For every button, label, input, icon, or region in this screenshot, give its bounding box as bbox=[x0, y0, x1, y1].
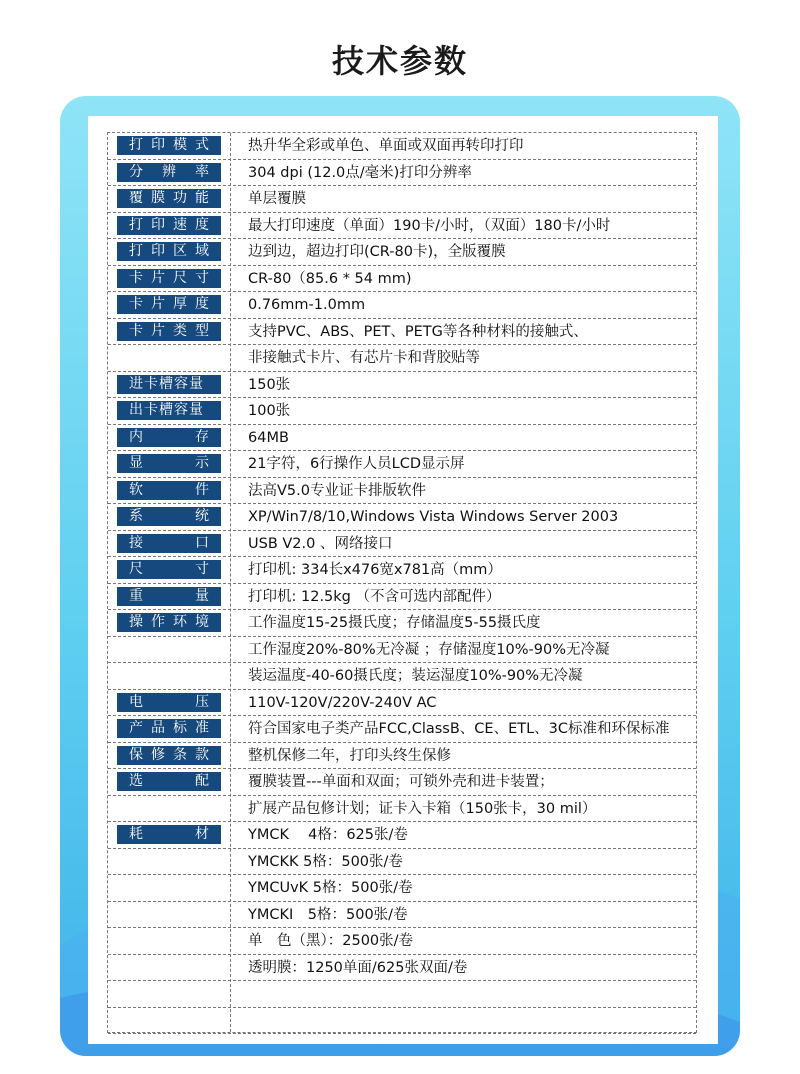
table-row bbox=[108, 928, 696, 955]
spec-label: 操作环境 bbox=[117, 613, 221, 632]
spec-label: 进卡槽容量 bbox=[117, 375, 221, 394]
spec-value: YMCKI 5格：500张/卷 bbox=[248, 906, 408, 923]
table-row bbox=[108, 849, 696, 876]
spec-label: 覆膜功能 bbox=[117, 189, 221, 208]
spec-value: 装运温度-40-60摄氏度；装运湿度10%-90%无冷凝 bbox=[248, 668, 583, 684]
spec-label: 电 压 bbox=[117, 693, 221, 712]
spec-label: 系 统 bbox=[117, 507, 221, 526]
table-row bbox=[108, 743, 696, 770]
table-row bbox=[108, 213, 696, 240]
spec-value: 工作温度15-25摄氏度；存储温度5-55摄氏度 bbox=[248, 615, 541, 631]
table-row bbox=[108, 796, 696, 823]
spec-label: 打印模式 bbox=[117, 136, 221, 155]
spec-label: 选 配 bbox=[117, 772, 221, 791]
table-row bbox=[108, 875, 696, 902]
spec-value: 整机保修二年，打印头终生保修 bbox=[248, 747, 451, 764]
spec-value: 支持PVC、ABS、PET、PETG等各种材料的接触式、 bbox=[248, 323, 588, 340]
spec-value: YMCK 4格：625张/卷 bbox=[248, 827, 408, 843]
spec-label: 出卡槽容量 bbox=[117, 401, 221, 420]
table-row bbox=[108, 584, 696, 611]
spec-value: YMCUvK 5格：500张/卷 bbox=[248, 880, 413, 896]
spec-label: 产品标准 bbox=[117, 719, 221, 738]
spec-label: 打印速度 bbox=[117, 216, 221, 235]
spec-value: 110V-120V/220V-240V AC bbox=[248, 694, 437, 711]
spec-value: YMCKK 5格：500张/卷 bbox=[248, 853, 403, 870]
table-row bbox=[108, 690, 696, 717]
table-row bbox=[108, 716, 696, 743]
spec-label: 显 示 bbox=[117, 454, 221, 473]
spec-label: 软 件 bbox=[117, 481, 221, 500]
spec-value: USB V2.0 、网络接口 bbox=[248, 535, 393, 552]
table-row bbox=[108, 1008, 696, 1035]
table-row bbox=[108, 981, 696, 1008]
spec-value: XP/Win7/8/10,Windows Vista Windows Server 2003 bbox=[248, 509, 619, 525]
spec-value: 单层覆膜 bbox=[248, 191, 306, 207]
spec-value: 扩展产品包修计划；证卡入卡箱（150张卡，30 mil） bbox=[248, 800, 597, 817]
spec-value: 打印机: 12.5kg （不含可选内部配件） bbox=[248, 588, 501, 605]
spec-label: 打印区域 bbox=[117, 242, 221, 261]
table-row bbox=[108, 531, 696, 558]
spec-value: 304 dpi (12.0点/毫米)打印分辨率 bbox=[248, 164, 472, 181]
table-row bbox=[108, 319, 696, 346]
spec-value: 边到边，超边打印(CR-80卡)，全版覆膜 bbox=[248, 244, 506, 260]
table-row bbox=[108, 372, 696, 399]
spec-table bbox=[107, 132, 697, 1033]
spec-value: 最大打印速度（单面）190卡/小时，（双面）180卡/小时 bbox=[248, 217, 611, 234]
spec-value: 单 色（黑）：2500张/卷 bbox=[248, 933, 414, 949]
table-row bbox=[108, 239, 696, 266]
spec-value: 0.76mm-1.0mm bbox=[248, 297, 366, 313]
table-row bbox=[108, 266, 696, 293]
spec-label: 接 口 bbox=[117, 534, 221, 553]
table-row bbox=[108, 955, 696, 982]
table-row bbox=[108, 902, 696, 929]
table-row bbox=[108, 345, 696, 372]
table-row bbox=[108, 186, 696, 213]
spec-value: 符合国家电子类产品FCC,ClassB、CE、ETL、3C标准和环保标准 bbox=[248, 721, 670, 737]
spec-value: 100张 bbox=[248, 403, 291, 419]
spec-value: 热升华全彩或单色、单面或双面再转印打印 bbox=[248, 138, 524, 154]
table-row bbox=[108, 425, 696, 452]
spec-value: 64MB bbox=[248, 429, 289, 446]
table-row bbox=[108, 557, 696, 584]
spec-label: 卡片尺寸 bbox=[117, 269, 221, 288]
spec-value: 透明膜：1250单面/625张双面/卷 bbox=[248, 959, 468, 976]
table-row bbox=[108, 292, 696, 319]
spec-value: 覆膜装置---单面和双面；可锁外壳和进卡装置； bbox=[248, 774, 554, 790]
spec-value: 非接触式卡片、有芯片卡和背胶贴等 bbox=[248, 350, 480, 366]
table-row bbox=[108, 160, 696, 187]
spec-value: 工作湿度20%-80%无冷凝 ；存储湿度10%-90%无冷凝 bbox=[248, 641, 610, 658]
spec-label: 卡片类型 bbox=[117, 322, 221, 341]
table-row bbox=[108, 478, 696, 505]
spec-value: 打印机: 334长x476宽x781高（mm） bbox=[248, 562, 502, 578]
spec-value: 法高V5.0专业证卡排版软件 bbox=[248, 482, 426, 499]
spec-label: 内 存 bbox=[117, 428, 221, 447]
table-row bbox=[108, 769, 696, 796]
spec-value: CR-80（85.6 * 54 mm) bbox=[248, 270, 412, 287]
table-row bbox=[108, 504, 696, 531]
table-row bbox=[108, 133, 696, 160]
spec-label: 尺 寸 bbox=[117, 560, 221, 579]
table-row bbox=[108, 822, 696, 849]
spec-label: 保修条款 bbox=[117, 746, 221, 765]
table-row bbox=[108, 663, 696, 690]
spec-label: 重 量 bbox=[117, 587, 221, 606]
spec-value: 21字符，6行操作人员LCD显示屏 bbox=[248, 456, 465, 472]
spec-label: 分 辨 率 bbox=[117, 163, 221, 182]
table-row bbox=[108, 637, 696, 664]
spec-label: 卡片厚度 bbox=[117, 295, 221, 314]
table-row bbox=[108, 610, 696, 637]
spec-label: 耗 材 bbox=[117, 825, 221, 844]
page-title: 技术参数 bbox=[331, 42, 468, 80]
table-row bbox=[108, 398, 696, 425]
table-row bbox=[108, 451, 696, 478]
spec-value: 150张 bbox=[248, 376, 291, 393]
